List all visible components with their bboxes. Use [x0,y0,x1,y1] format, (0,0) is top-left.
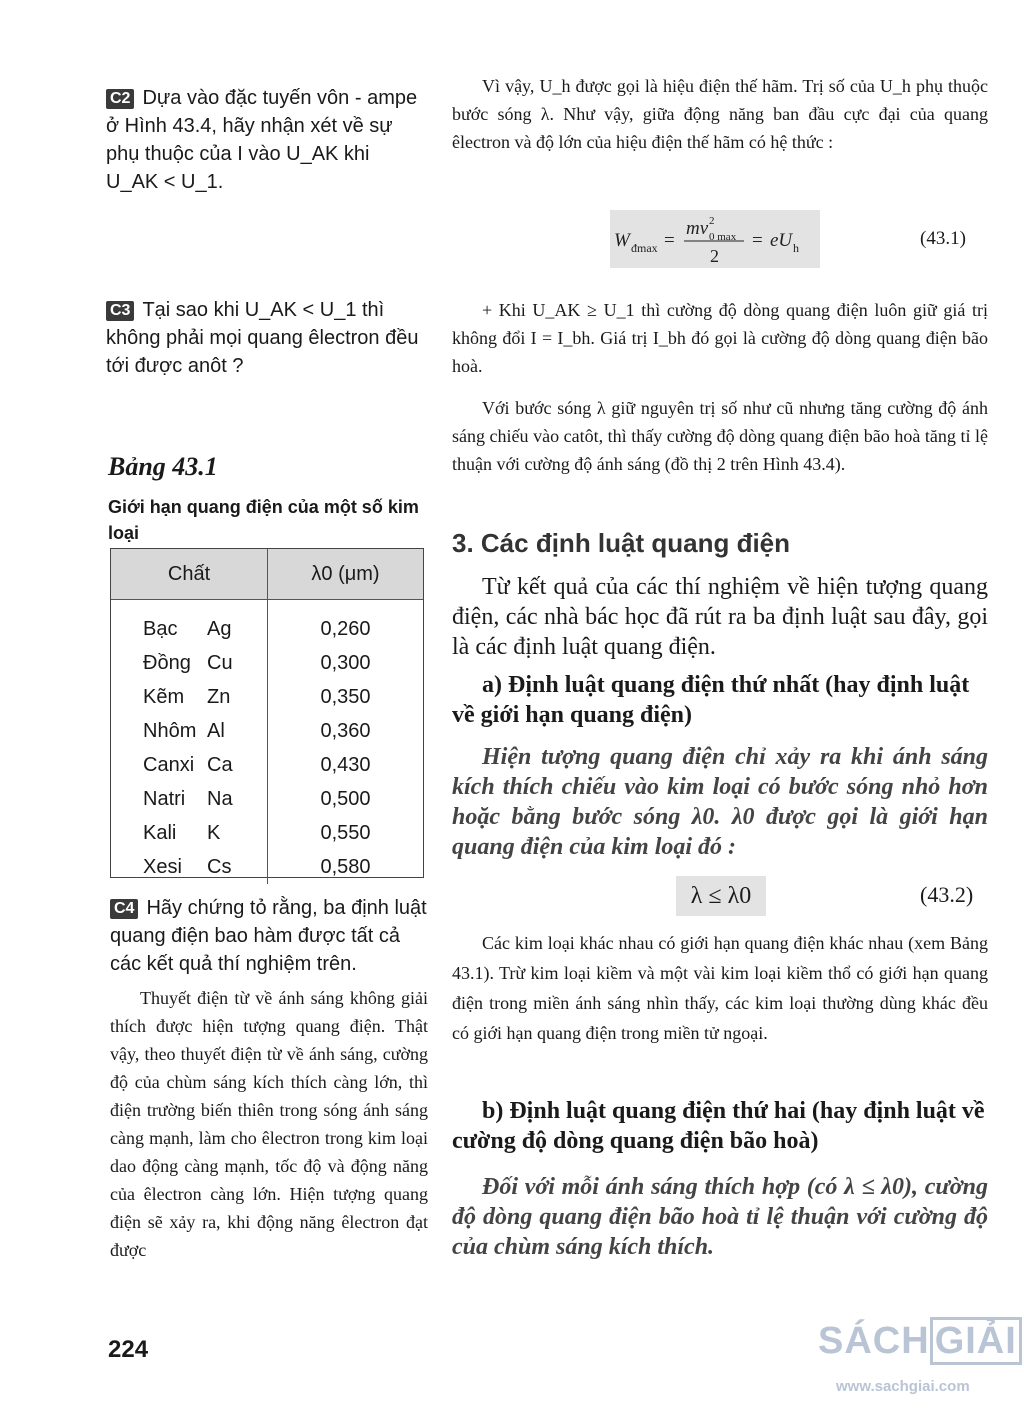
metal-symbol: Ca [207,754,233,776]
metal-name: Kali [143,822,177,844]
paragraph-hiem: Vì vậy, U_h được gọi là hiệu điện thế hãm. Trị số của U_h phụ thuộc bước sóng λ. Như vậy, giữa động năng ban đầu cực đại của quang êlectron và độ lớn của hiệu điện thế hãm có hệ thức : [452,76,988,152]
table-row [111,646,423,680]
equation-43-1-graphic [610,210,820,268]
section-title: 3. Các định luật quang điện [452,528,791,558]
lambda-value: 0,350 [320,686,371,708]
lambda-value: 0,360 [320,720,371,742]
table-row [111,816,423,850]
law-b-text: Đối với mỗi ánh sáng thích hợp (có λ ≤ λ0), cường độ dòng quang điện bão hoà tỉ lệ thuận với cường độ của chùm sáng kích thích. [452,1174,988,1260]
lambda-value: 0,260 [320,618,371,640]
metal-name: Bạc [143,618,178,640]
table-row [111,714,423,748]
metal-symbol: K [207,822,221,844]
equation-43-1 [610,210,820,268]
metal-name: Natri [143,788,186,810]
equation-43-2-number: (43.2) [920,882,974,907]
paragraph-laws-intro: Từ kết quả của các thí nghiệm về hiện tượng quang điện, các nhà bác học đã rút ra ba định luật sau đây, gọi là các định luật quang điện. [452,574,988,660]
law-b-title: b) Định luật quang điện thứ hai (hay định luật về cường độ dòng quang điện bão hoà) [452,1098,985,1154]
law-a-text: Hiện tượng quang điện chỉ xảy ra khi ánh sáng kích thích chiếu vào kim loại có bước sóng nhỏ hơn hoặc bằng bước sóng λ0. λ0 được gọi là giới hạn quang điện của kim loại đó : [452,744,988,860]
paragraph-intensity: Với bước sóng λ giữ nguyên trị số như cũ nhưng tăng cường độ ánh sáng chiếu vào catôt, thì thấy cường độ dòng quang điện bão hoà tăng tỉ lệ thuận với cường độ ánh sáng (đồ thị 2 trên Hình 43.4). [452,398,988,474]
question-tag-c3: C3 [106,301,134,321]
lambda-value: 0,300 [320,652,371,674]
question-tag-c4: C4 [110,899,138,919]
metal-symbol: Cu [207,652,233,674]
svg-text:0 max: 0 max [709,231,737,243]
table-row [111,680,423,714]
question-c4-text: Hãy chứng tỏ rằng, ba định luật quang điện bao hàm được tất cả các kết quả thí nghiệm trên. [110,897,427,975]
question-c2 [106,84,424,196]
svg-text:mv: mv [686,218,709,239]
metal-symbol: Na [207,788,233,810]
table-title: Bảng 43.1 [108,452,218,481]
svg-text:h: h [793,241,799,255]
paragraph-saturation: + Khi U_AK ≥ U_1 thì cường độ dòng quang điện luôn giữ giá trị không đổi I = I_bh. Giá trị I_bh đó gọi là cường độ dòng quang điện bão hoà. [452,300,988,376]
lambda-value: 0,500 [320,788,371,810]
svg-text:W: W [614,230,630,251]
lambda-value: 0,430 [320,754,371,776]
lambda-value: 0,580 [320,856,371,878]
metal-name: Canxi [143,754,195,776]
watermark-logo [818,1320,1022,1363]
question-c2-text: Dựa vào đặc tuyến vôn - ampe ở Hình 43.4, hãy nhận xét về sự phụ thuộc của I vào U_AK khi U_AK < U_1. [106,87,418,193]
table-row [111,850,423,884]
table-header-substance: Chất [111,549,268,600]
table-row [111,612,423,646]
metal-name: Kẽm [143,686,185,708]
photoelectric-limit-table [110,548,424,878]
left-paragraph: Thuyết điện từ về ánh sáng không giải thích được hiện tượng quang điện. Thật vậy, theo thuyết điện từ về ánh sáng, cường độ của chùm sáng kích thích càng lớn, thì điện trường biến thiên trong sóng ánh sáng càng mạnh, làm cho êlectron trong kim loại dao động càng mạnh, tốc độ và động năng của êlectron càng lớn. Hiện tượng quang điện sẽ xảy ra, khi động năng êlectron đạt được [110,988,428,1260]
svg-text:eU: eU [770,230,793,251]
equation-43-1-number: (43.1) [920,228,966,249]
watermark-brand-left: SÁCH [818,1320,930,1362]
metal-symbol: Zn [207,686,231,708]
question-c3 [106,296,424,380]
watermark-brand-right: GIẢI [930,1317,1022,1365]
metal-symbol: Ag [207,618,232,640]
metal-symbol: Cs [207,856,232,878]
lambda-value: 0,550 [320,822,371,844]
svg-text:=: = [752,230,763,251]
paragraph-limits: Các kim loại khác nhau có giới hạn quang điện khác nhau (xem Bảng 43.1). Trừ kim loại kiềm và một vài kim loại kiềm thổ có giới hạn quang điện trong miền ánh sáng nhìn thấy, các kim loại thường dùng khác đều có giới hạn quang điện trong miền tử ngoại. [452,933,988,1043]
question-c4 [110,894,428,978]
metal-symbol: Al [207,720,225,742]
equation-43-2: λ ≤ λ0 [676,876,766,916]
metal-name: Đồng [143,652,191,674]
law-a-title: a) Định luật quang điện thứ nhất (hay định luật về giới hạn quang điện) [452,672,970,728]
question-c3-text: Tại sao khi U_AK < U_1 thì không phải mọi quang êlectron đều tới được anôt ? [106,299,419,377]
svg-text:2: 2 [709,215,715,227]
table-row [111,782,423,816]
table-header-lambda: λ0 (μm) [268,549,424,600]
watermark-url: www.sachgiai.com [836,1378,970,1395]
svg-text:=: = [664,230,675,251]
question-tag-c2: C2 [106,89,134,109]
svg-text:đmax: đmax [631,241,658,255]
svg-text:2: 2 [710,246,719,266]
table-row [111,748,423,782]
metal-name: Xesi [143,856,182,878]
table-caption: Giới hạn quang điện của một số kim loại [108,497,419,543]
metal-name: Nhôm [143,720,197,742]
page-number: 224 [108,1336,149,1363]
